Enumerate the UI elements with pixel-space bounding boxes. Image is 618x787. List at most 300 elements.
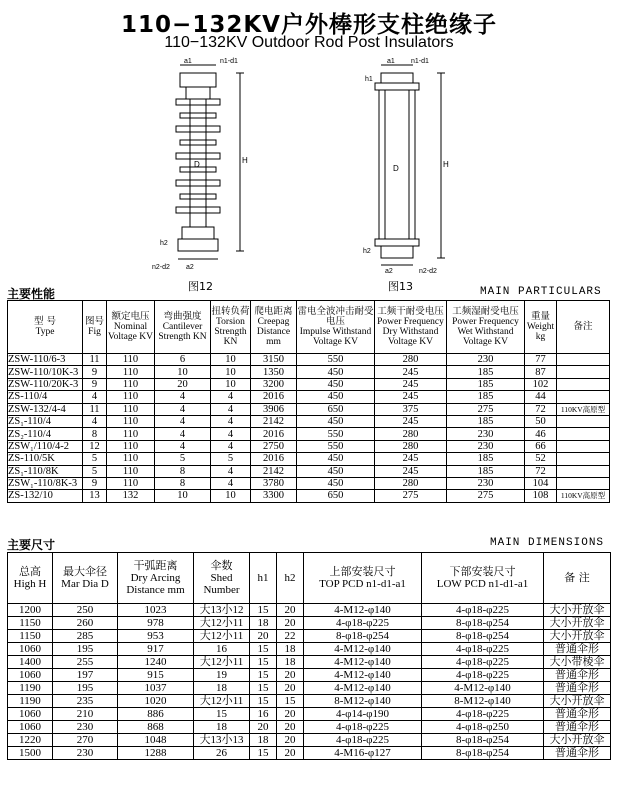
particulars-cell: 245 <box>375 415 447 427</box>
dimensions-cell: 18 <box>250 734 277 747</box>
particulars-cell: ZSW-132/4-4 <box>8 403 83 415</box>
particulars-cell: 450 <box>297 465 375 477</box>
dimensions-header-en: Mar Dia D <box>61 578 109 590</box>
dimensions-cell: 18 <box>250 617 277 630</box>
particulars-header-5 <box>251 301 297 354</box>
particulars-cell: 8 <box>155 465 211 477</box>
dimensions-cell: 210 <box>53 708 118 721</box>
particulars-cell: 4 <box>211 403 251 415</box>
fig13-label-h2: h2 <box>363 248 371 255</box>
particulars-header-en: Weight kg <box>526 322 555 342</box>
dimensions-cell: 普通伞形 <box>544 747 611 760</box>
dimensions-cell: 大小开放伞 <box>544 734 611 747</box>
particulars-cell: 10 <box>211 490 251 502</box>
particulars-cell: ZS₂-110/4 <box>8 428 83 440</box>
dimensions-cell: 18 <box>194 721 250 734</box>
particulars-cell: 280 <box>375 477 447 489</box>
dimensions-cell: 18 <box>194 682 250 695</box>
particulars-header-en: Impulse Withstand Voltage KV <box>299 327 372 347</box>
fig12-label-n2d2: n2-d2 <box>152 264 170 271</box>
particulars-cell: 110 <box>107 354 155 366</box>
dimensions-cell: 4-M12-φ140 <box>304 643 422 656</box>
dimensions-header-en: h2 <box>284 572 296 584</box>
particulars-cell: 450 <box>297 415 375 427</box>
dimensions-cell: 19 <box>194 669 250 682</box>
particulars-cell: 5 <box>211 453 251 465</box>
dimensions-cell: 1023 <box>118 604 194 617</box>
particulars-header-4 <box>211 301 251 354</box>
particulars-cell: 4 <box>155 403 211 415</box>
fig12-label-H: H <box>242 156 248 165</box>
particulars-cell: 4 <box>211 428 251 440</box>
dimensions-cell: 15 <box>250 747 277 760</box>
dimensions-cell: 普通伞形 <box>544 708 611 721</box>
dimensions-cell: 16 <box>194 643 250 656</box>
particulars-cell: 275 <box>447 490 525 502</box>
dimensions-cell: 195 <box>53 682 118 695</box>
particulars-header-9 <box>525 301 557 354</box>
dimensions-cell: 1037 <box>118 682 194 695</box>
particulars-cell: 9 <box>83 477 107 489</box>
dimensions-cell: 8-φ18-φ254 <box>422 734 544 747</box>
dimensions-cell: 4-M12-φ140 <box>304 604 422 617</box>
dimensions-cell: 8-φ18-φ254 <box>422 747 544 760</box>
particulars-cell: 245 <box>375 378 447 390</box>
dimensions-cell: 16 <box>250 708 277 721</box>
fig13-label-a1: a1 <box>387 58 395 65</box>
particulars-cell: 185 <box>447 378 525 390</box>
dimensions-cell: 大小开放伞 <box>544 630 611 643</box>
dimensions-table <box>7 552 611 760</box>
dimensions-cell: 4-M12-φ140 <box>304 669 422 682</box>
particulars-cell: 4 <box>155 415 211 427</box>
dimensions-cell: 230 <box>53 721 118 734</box>
dimensions-cell: 15 <box>250 695 277 708</box>
dimensions-cell: 15 <box>250 669 277 682</box>
particulars-cell: 102 <box>525 378 557 390</box>
particulars-cell: 72 <box>525 403 557 415</box>
dimensions-cell: 260 <box>53 617 118 630</box>
dimensions-cell: 1150 <box>8 630 53 643</box>
dimensions-cell: 1060 <box>8 669 53 682</box>
particulars-cell: 245 <box>375 465 447 477</box>
page-title: 110−132KV户外棒形支柱绝缘子 <box>121 12 497 38</box>
dimensions-cell: 4-φ18-φ225 <box>304 617 422 630</box>
fig12-label-D: D <box>194 160 200 169</box>
dimensions-cell: 大12小11 <box>194 656 250 669</box>
dimensions-cell: 1190 <box>8 695 53 708</box>
dimensions-cell: 20 <box>277 721 304 734</box>
table-row <box>8 617 611 630</box>
particulars-header-cn: 重量 <box>530 311 550 322</box>
dimensions-cell: 20 <box>277 747 304 760</box>
dimensions-cell: 4-φ18-φ225 <box>304 721 422 734</box>
particulars-cell: 185 <box>447 415 525 427</box>
particulars-cell: 2142 <box>251 465 297 477</box>
particulars-cell <box>557 366 610 378</box>
dimensions-header-3 <box>194 553 250 604</box>
dimensions-cell: 4-M12-φ140 <box>304 682 422 695</box>
particulars-cell <box>557 354 610 366</box>
particulars-cell: 650 <box>297 490 375 502</box>
particulars-cell: 12 <box>83 440 107 452</box>
particulars-cell: 2016 <box>251 428 297 440</box>
particulars-cell: 3780 <box>251 477 297 489</box>
dimensions-header-en: Shed Number <box>203 572 240 596</box>
particulars-cell: 4 <box>83 391 107 403</box>
fig13-insulator-drawing <box>355 55 465 275</box>
particulars-cell: 4 <box>211 477 251 489</box>
table-row <box>8 428 610 440</box>
particulars-cell: 245 <box>375 366 447 378</box>
particulars-header-10 <box>557 301 610 354</box>
table-row <box>8 604 611 617</box>
dimensions-cell: 1060 <box>8 643 53 656</box>
dimensions-cell: 20 <box>277 669 304 682</box>
dimensions-cell: 270 <box>53 734 118 747</box>
dimensions-cell: 大12小11 <box>194 617 250 630</box>
dimensions-cell: 235 <box>53 695 118 708</box>
dimensions-cell: 普通伞形 <box>544 643 611 656</box>
dimensions-header-cn: 备 注 <box>564 571 590 584</box>
particulars-cell: 2142 <box>251 415 297 427</box>
dimensions-cell: 20 <box>277 734 304 747</box>
page-subtitle: 110−132KV Outdoor Rod Post Insulators <box>164 34 454 51</box>
table-row <box>8 440 610 452</box>
particulars-cell <box>557 415 610 427</box>
particulars-cell: 275 <box>447 403 525 415</box>
particulars-header-0 <box>8 301 83 354</box>
particulars-cell: ZS-110/4 <box>8 391 83 403</box>
particulars-header-8 <box>447 301 525 354</box>
particulars-cell: 9 <box>83 366 107 378</box>
dimensions-cell: 1500 <box>8 747 53 760</box>
particulars-cell: 550 <box>297 428 375 440</box>
particulars-cell: 450 <box>297 391 375 403</box>
table-row <box>8 695 611 708</box>
particulars-header-cn: 工频干耐受电压 <box>377 306 444 317</box>
dimensions-cell: 250 <box>53 604 118 617</box>
dimensions-cell: 8-M12-φ140 <box>304 695 422 708</box>
dimensions-cell: 1060 <box>8 708 53 721</box>
particulars-cell: 2750 <box>251 440 297 452</box>
table-row <box>8 669 611 682</box>
dimensions-cell: 大小开放伞 <box>544 617 611 630</box>
table-row <box>8 708 611 721</box>
particulars-cell <box>557 477 610 489</box>
particulars-cell: 280 <box>375 440 447 452</box>
dimensions-cell: 1220 <box>8 734 53 747</box>
dimensions-cell: 915 <box>118 669 194 682</box>
particulars-cell: 110KV高原型 <box>557 490 610 502</box>
particulars-cell: 66 <box>525 440 557 452</box>
particulars-cell: 185 <box>447 453 525 465</box>
dimensions-cell: 4-φ18-φ225 <box>422 669 544 682</box>
particulars-header-en: Torsion Strength KN <box>214 317 247 347</box>
particulars-header-6 <box>297 301 375 354</box>
dimensions-cell: 195 <box>53 643 118 656</box>
dimensions-cell: 4-φ18-φ250 <box>422 721 544 734</box>
dimensions-cell: 22 <box>277 630 304 643</box>
particulars-header-cn: 工频湿耐受电压 <box>452 306 519 317</box>
particulars-cell: 110 <box>107 453 155 465</box>
dimensions-cell: 20 <box>277 604 304 617</box>
particulars-cell: 10 <box>155 490 211 502</box>
particulars-header-cn: 弯曲强度 <box>163 311 202 322</box>
particulars-cell: 4 <box>211 391 251 403</box>
table-row <box>8 378 610 390</box>
particulars-cell: ZSW₁/110/4-2 <box>8 440 83 452</box>
particulars-cell: 52 <box>525 453 557 465</box>
particulars-cell: 6 <box>155 354 211 366</box>
particulars-cell: ZSW₁-110/8K-3 <box>8 477 83 489</box>
dimensions-header-7 <box>422 553 544 604</box>
particulars-cell: 10 <box>155 366 211 378</box>
dimensions-header-en: LOW PCD n1-d1-a1 <box>436 578 529 590</box>
particulars-cell: 2016 <box>251 391 297 403</box>
dimensions-header-8 <box>544 553 611 604</box>
dimensions-title-cn: 主要尺寸 <box>7 538 56 552</box>
dimensions-header-cn: 总高 <box>19 565 41 578</box>
dimensions-cell: 1020 <box>118 695 194 708</box>
dimensions-cell: 886 <box>118 708 194 721</box>
dimensions-cell: 4-φ18-φ225 <box>304 734 422 747</box>
particulars-table <box>7 300 610 503</box>
dimensions-cell: 普通伞形 <box>544 721 611 734</box>
dimensions-header-cn: 上部安装尺寸 <box>329 565 396 578</box>
particulars-cell: 3150 <box>251 354 297 366</box>
particulars-cell: 9 <box>83 378 107 390</box>
dimensions-cell: 大13小13 <box>194 734 250 747</box>
dimensions-cell: 20 <box>250 721 277 734</box>
dimensions-header-en: High H <box>13 578 47 590</box>
particulars-cell: 3300 <box>251 490 297 502</box>
particulars-cell: 110 <box>107 391 155 403</box>
dimensions-cell: 1190 <box>8 682 53 695</box>
particulars-cell: 44 <box>525 391 557 403</box>
particulars-header-en: Fig <box>88 327 101 337</box>
particulars-cell: 450 <box>297 453 375 465</box>
fig13-label-h1: h1 <box>365 76 373 83</box>
particulars-cell: 10 <box>211 378 251 390</box>
fig12-label-a2: a2 <box>186 264 194 271</box>
dimensions-cell: 953 <box>118 630 194 643</box>
particulars-header-cn: 型 号 <box>33 316 57 327</box>
dimensions-cell: 15 <box>194 708 250 721</box>
dimensions-cell: 1048 <box>118 734 194 747</box>
particulars-cell: 110 <box>107 366 155 378</box>
table-row <box>8 721 611 734</box>
dimensions-cell: 4-M12-φ140 <box>304 656 422 669</box>
dimensions-header-5 <box>277 553 304 604</box>
fig13-label-n1d1: n1-d1 <box>411 58 429 65</box>
dimensions-header-cn: 干弧距离 <box>133 559 178 572</box>
particulars-header-cn: 爬电距离 <box>254 306 293 317</box>
dimensions-cell: 8-φ18-φ254 <box>304 630 422 643</box>
dimensions-cell: 20 <box>277 617 304 630</box>
particulars-header-cn: 额定电压 <box>111 311 150 322</box>
dimensions-cell: 1060 <box>8 721 53 734</box>
dimensions-cell: 197 <box>53 669 118 682</box>
particulars-cell: 230 <box>447 428 525 440</box>
dimensions-cell: 1400 <box>8 656 53 669</box>
dimensions-cell: 8-M12-φ140 <box>422 695 544 708</box>
particulars-cell: 72 <box>525 465 557 477</box>
dimensions-cell: 20 <box>277 682 304 695</box>
particulars-cell: 10 <box>211 354 251 366</box>
particulars-cell: 4 <box>155 428 211 440</box>
particulars-header-1 <box>83 301 107 354</box>
dimensions-header-cn: 最大伞径 <box>63 565 107 578</box>
particulars-cell: 245 <box>375 391 447 403</box>
particulars-header-en: Power Frequency Dry Withstand Voltage KV <box>377 317 444 347</box>
particulars-cell: 104 <box>525 477 557 489</box>
particulars-cell: 280 <box>375 354 447 366</box>
dimensions-cell: 15 <box>250 604 277 617</box>
table-row <box>8 465 610 477</box>
particulars-header-2 <box>107 301 155 354</box>
dimensions-header-cn: 下部安装尺寸 <box>449 565 516 578</box>
dimensions-cell: 15 <box>277 695 304 708</box>
particulars-cell: 110 <box>107 440 155 452</box>
particulars-cell: 450 <box>297 366 375 378</box>
table-row <box>8 747 611 760</box>
particulars-cell: 77 <box>525 354 557 366</box>
particulars-cell: 4 <box>211 440 251 452</box>
fig12-label-a1: a1 <box>184 58 192 65</box>
dimensions-cell: 4-M16-φ127 <box>304 747 422 760</box>
dimensions-cell: 4-φ18-φ225 <box>422 643 544 656</box>
particulars-cell: 375 <box>375 403 447 415</box>
particulars-cell: ZS₁-110/4 <box>8 415 83 427</box>
dimensions-cell: 1288 <box>118 747 194 760</box>
particulars-cell: 110KV高原型 <box>557 403 610 415</box>
particulars-title-en: MAIN PARTICULARS <box>480 286 602 298</box>
table-row <box>8 403 610 415</box>
particulars-header-en: Power Frequency Wet Withstand Voltage KV <box>452 317 519 347</box>
particulars-cell: ZS-132/10 <box>8 490 83 502</box>
particulars-cell: 110 <box>107 378 155 390</box>
particulars-cell: 3200 <box>251 378 297 390</box>
particulars-cell: 280 <box>375 428 447 440</box>
particulars-cell: 8 <box>83 428 107 440</box>
dimensions-header-0 <box>8 553 53 604</box>
particulars-cell: 4 <box>155 440 211 452</box>
particulars-cell <box>557 428 610 440</box>
table-row <box>8 656 611 669</box>
particulars-header-3 <box>155 301 211 354</box>
particulars-cell: 50 <box>525 415 557 427</box>
particulars-cell: 1350 <box>251 366 297 378</box>
particulars-header-cn: 雷电全波冲击耐受电压 <box>297 306 374 327</box>
particulars-cell <box>557 453 610 465</box>
dimensions-cell: 18 <box>277 643 304 656</box>
dimensions-header-2 <box>118 553 194 604</box>
dimensions-cell: 4-φ14-φ190 <box>304 708 422 721</box>
table-row <box>8 477 610 489</box>
particulars-cell: 2016 <box>251 453 297 465</box>
dimensions-cell: 978 <box>118 617 194 630</box>
dimensions-cell: 285 <box>53 630 118 643</box>
particulars-cell: ZS₁-110/8K <box>8 465 83 477</box>
table-row <box>8 643 611 656</box>
particulars-cell: 110 <box>107 477 155 489</box>
fig13-caption: 图13 <box>388 280 413 293</box>
particulars-header-en: Cantilever Strength KN <box>158 322 207 342</box>
particulars-cell: 185 <box>447 391 525 403</box>
fig12-label-h2: h2 <box>160 240 168 247</box>
particulars-cell: 87 <box>525 366 557 378</box>
fig13-label-a2: a2 <box>385 268 393 275</box>
particulars-cell: 46 <box>525 428 557 440</box>
fig12-label-n1d1: n1-d1 <box>220 58 238 65</box>
dimensions-cell: 大12小11 <box>194 695 250 708</box>
particulars-cell: 230 <box>447 477 525 489</box>
particulars-cell: 275 <box>375 490 447 502</box>
particulars-cell: 110 <box>107 403 155 415</box>
particulars-cell: 230 <box>447 440 525 452</box>
particulars-cell: 108 <box>525 490 557 502</box>
particulars-cell: 550 <box>297 354 375 366</box>
dimensions-cell: 255 <box>53 656 118 669</box>
dimensions-title-en: MAIN DIMENSIONS <box>490 537 605 549</box>
dimensions-header-4 <box>250 553 277 604</box>
dimensions-cell: 20 <box>277 708 304 721</box>
dimensions-header-1 <box>53 553 118 604</box>
dimensions-cell: 15 <box>250 682 277 695</box>
dimensions-cell: 917 <box>118 643 194 656</box>
particulars-cell: 5 <box>83 465 107 477</box>
dimensions-header-cn: 伞数 <box>210 559 233 572</box>
particulars-cell: 132 <box>107 490 155 502</box>
fig13-label-H: H <box>443 160 449 169</box>
particulars-cell: 650 <box>297 403 375 415</box>
fig12-insulator-drawing <box>150 55 260 275</box>
dimensions-cell: 1200 <box>8 604 53 617</box>
dimensions-cell: 普通伞形 <box>544 669 611 682</box>
particulars-header-cn: 图号 <box>84 316 104 327</box>
particulars-cell: 10 <box>211 366 251 378</box>
fig13-label-n2d2: n2-d2 <box>419 268 437 275</box>
particulars-header-en: Type <box>35 327 55 337</box>
fig12-caption: 图12 <box>188 280 213 293</box>
dimensions-header-en: h1 <box>257 572 269 584</box>
particulars-cell: 185 <box>447 465 525 477</box>
dimensions-cell: 868 <box>118 721 194 734</box>
dimensions-cell: 4-M12-φ140 <box>422 682 544 695</box>
dimensions-header-en: Dry Arcing Distance mm <box>126 572 185 596</box>
particulars-cell <box>557 391 610 403</box>
particulars-cell: 450 <box>297 477 375 489</box>
particulars-cell: ZS-110/5K <box>8 453 83 465</box>
particulars-cell: 13 <box>83 490 107 502</box>
dimensions-cell: 1240 <box>118 656 194 669</box>
dimensions-header-en: TOP PCD n1-d1-a1 <box>319 578 406 590</box>
dimensions-cell: 26 <box>194 747 250 760</box>
table-row <box>8 366 610 378</box>
dimensions-cell: 大12小11 <box>194 630 250 643</box>
table-row <box>8 391 610 403</box>
particulars-cell: 4 <box>211 415 251 427</box>
particulars-cell: 110 <box>107 465 155 477</box>
particulars-cell: ZSW-110/10K-3 <box>8 366 83 378</box>
dimensions-cell: 大13小12 <box>194 604 250 617</box>
dimensions-header-6 <box>304 553 422 604</box>
dimensions-cell: 20 <box>250 630 277 643</box>
table-row <box>8 490 610 502</box>
particulars-cell: ZSW-110/20K-3 <box>8 378 83 390</box>
particulars-cell: 4 <box>211 465 251 477</box>
